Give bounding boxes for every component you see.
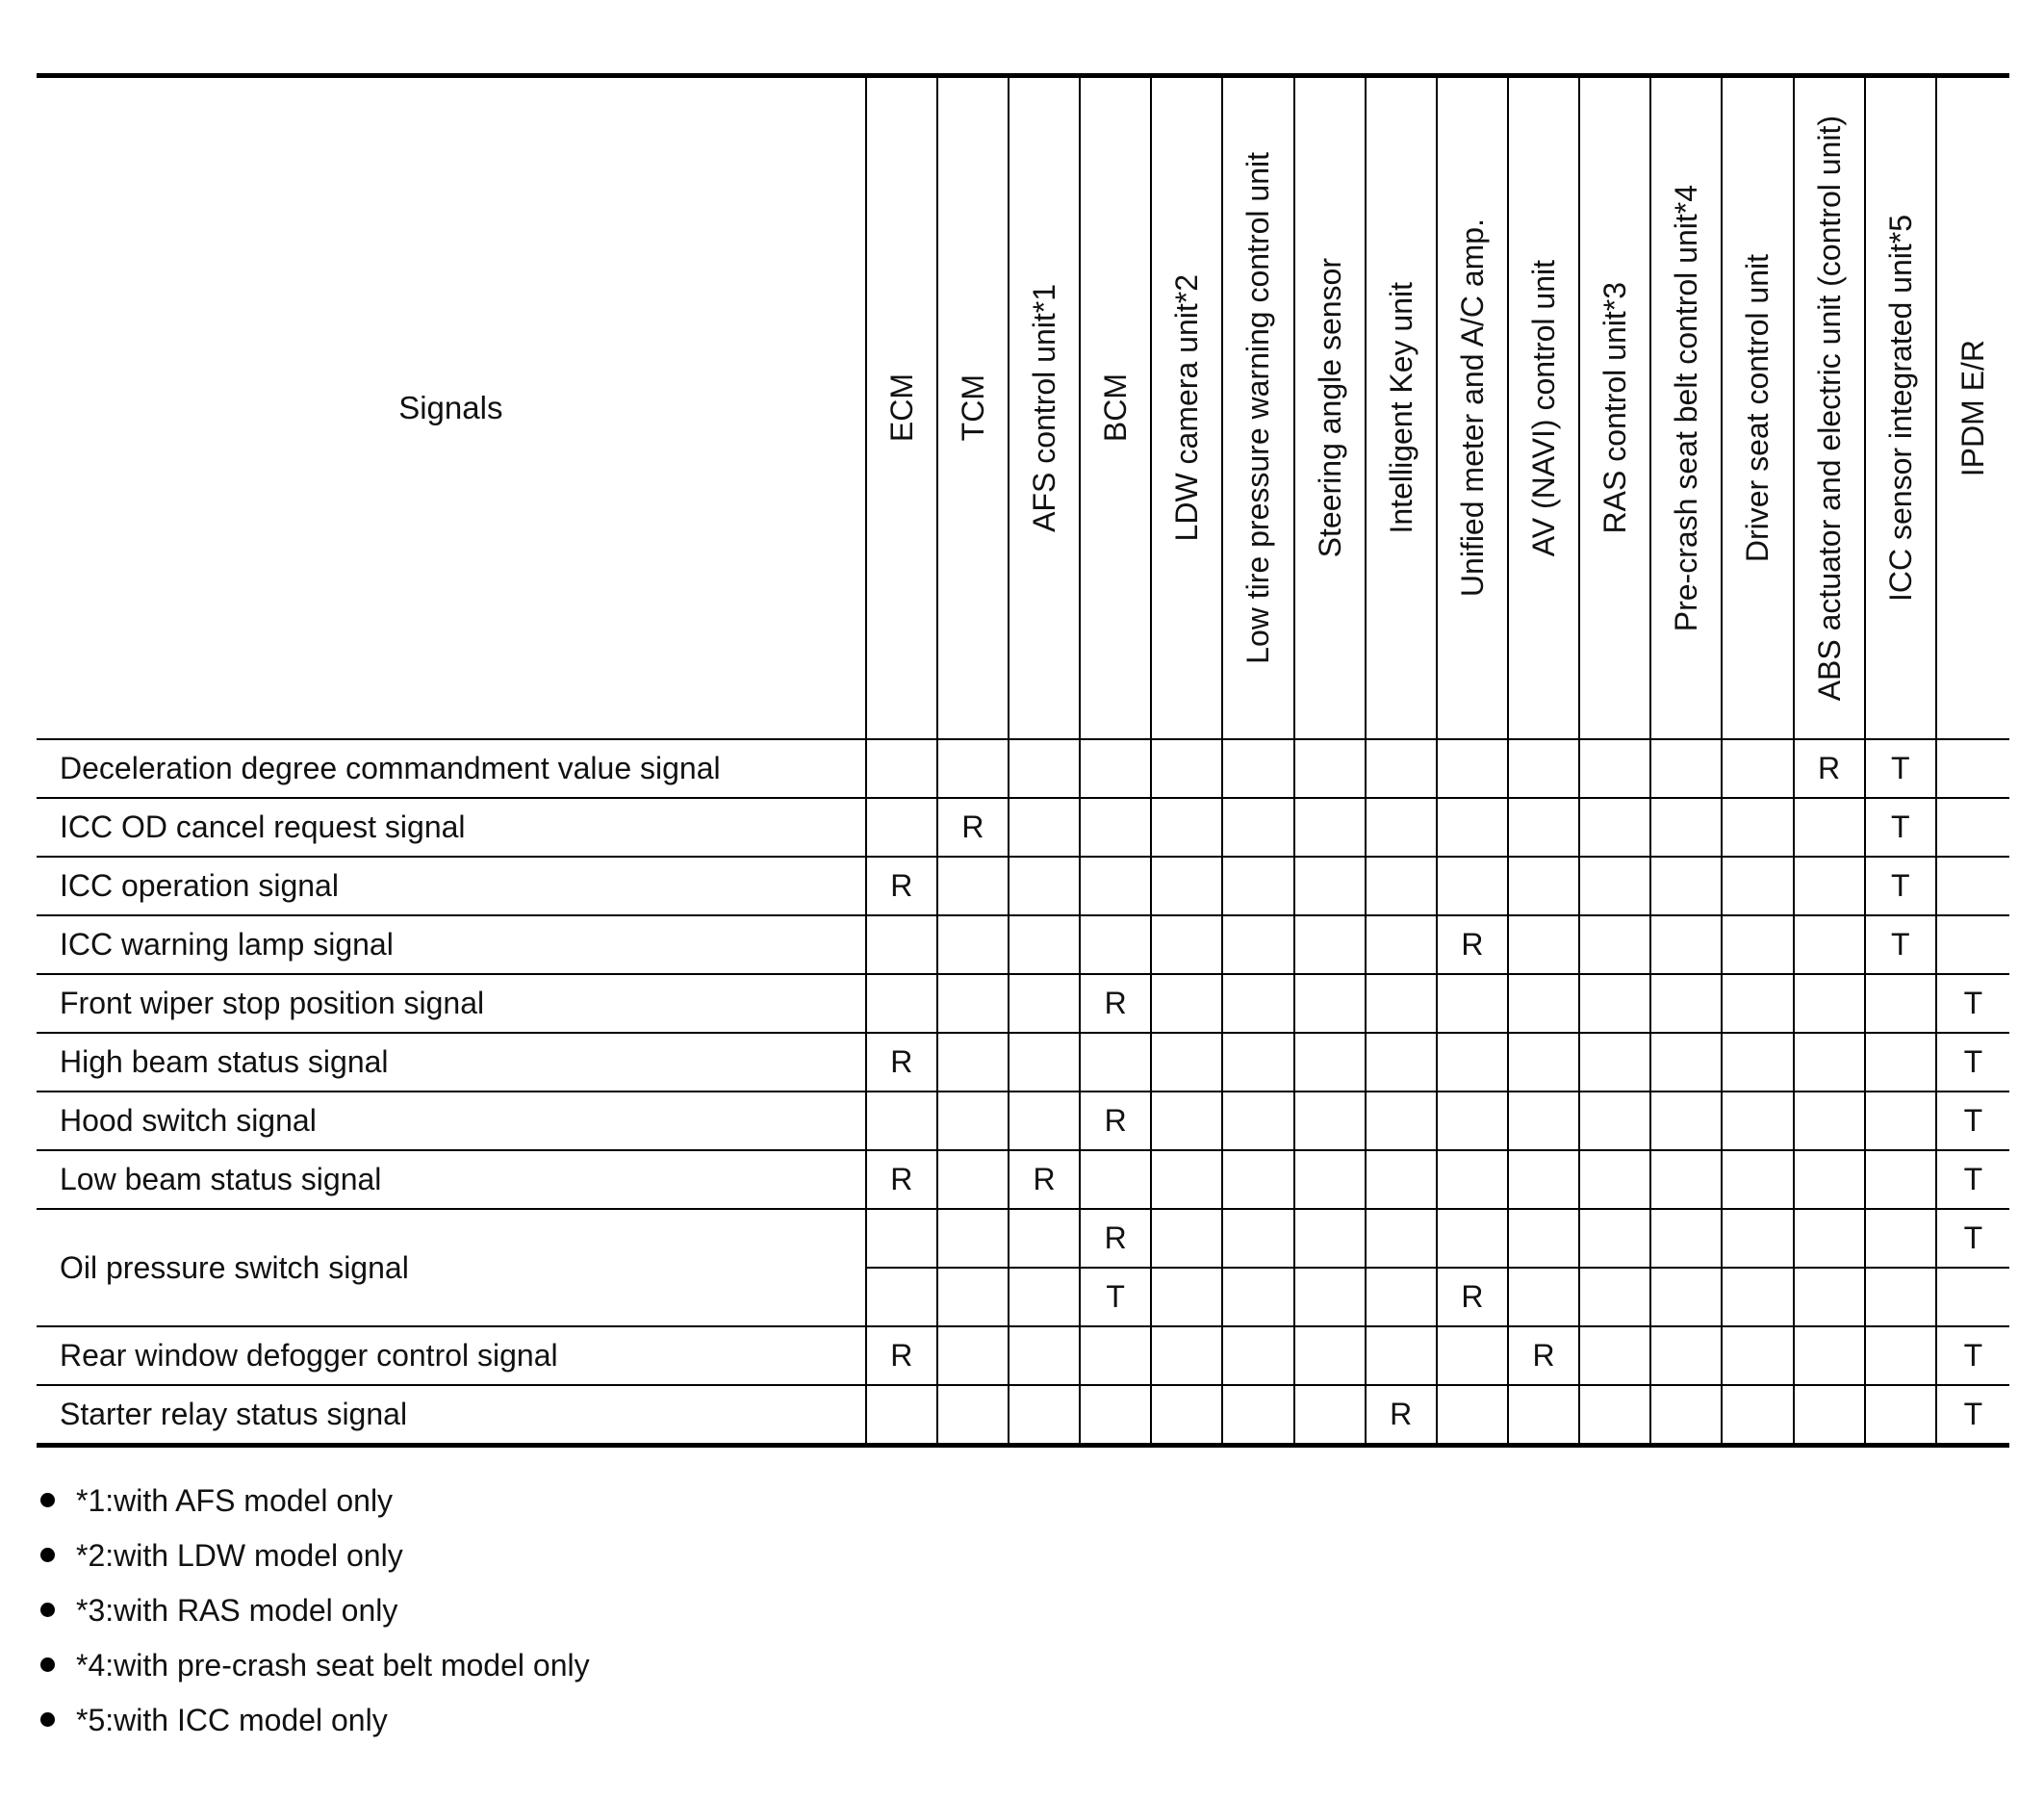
matrix-cell: R	[1437, 915, 1508, 974]
matrix-cell	[1080, 1326, 1151, 1385]
unit-label: ABS actuator and electric unit (control unit)	[1811, 115, 1847, 702]
matrix-cell	[1222, 1033, 1293, 1092]
matrix-cell	[1650, 1092, 1722, 1150]
matrix-cell	[1222, 1092, 1293, 1150]
unit-label: Steering angle sensor	[1312, 258, 1347, 558]
matrix-cell	[1009, 739, 1080, 798]
unit-label: Pre-crash seat belt control unit*4	[1669, 184, 1704, 632]
matrix-cell	[1936, 798, 2009, 857]
matrix-cell	[937, 1385, 1009, 1446]
matrix-cell	[1009, 1033, 1080, 1092]
matrix-cell: R	[866, 857, 937, 915]
matrix-cell: R	[1080, 974, 1151, 1033]
matrix-cell	[1650, 1326, 1722, 1385]
bullet-icon	[40, 1548, 55, 1562]
matrix-cell	[1865, 974, 1936, 1033]
matrix-cell: T	[1936, 1150, 2009, 1209]
matrix-cell	[937, 974, 1009, 1033]
matrix-cell	[1080, 857, 1151, 915]
signal-name-cell: ICC warning lamp signal	[37, 915, 866, 974]
unit-header-driver-seat	[1722, 76, 1793, 740]
matrix-cell	[1579, 857, 1650, 915]
matrix-cell	[1579, 915, 1650, 974]
matrix-cell	[1151, 1150, 1222, 1209]
bullet-icon	[40, 1657, 55, 1672]
matrix-cell	[1650, 1150, 1722, 1209]
matrix-cell	[1722, 1209, 1793, 1268]
matrix-cell	[1151, 1209, 1222, 1268]
matrix-cell	[1151, 974, 1222, 1033]
matrix-cell	[1222, 1326, 1293, 1385]
unit-header-afs	[1009, 76, 1080, 740]
signal-rows	[37, 739, 2009, 1446]
unit-header-low-tire	[1222, 76, 1293, 740]
matrix-cell	[1009, 798, 1080, 857]
table-row	[37, 915, 2009, 974]
matrix-cell	[937, 739, 1009, 798]
matrix-cell	[1294, 739, 1366, 798]
unit-label: ECM	[883, 373, 919, 443]
bullet-icon	[40, 1712, 55, 1727]
matrix-cell	[1508, 1150, 1579, 1209]
matrix-cell	[937, 1033, 1009, 1092]
matrix-cell	[1650, 857, 1722, 915]
matrix-cell	[1579, 1150, 1650, 1209]
matrix-cell: T	[1080, 1268, 1151, 1326]
matrix-cell	[1579, 1092, 1650, 1150]
unit-label: Intelligent Key unit	[1383, 282, 1418, 534]
matrix-cell	[1865, 1209, 1936, 1268]
table-row	[37, 739, 2009, 798]
matrix-cell	[1722, 1033, 1793, 1092]
matrix-cell: R	[866, 1150, 937, 1209]
matrix-cell	[1009, 974, 1080, 1033]
signal-name-cell: Rear window defogger control signal	[37, 1326, 866, 1385]
matrix-cell	[1222, 974, 1293, 1033]
matrix-cell	[1722, 1385, 1793, 1446]
signal-name-cell: Hood switch signal	[37, 1092, 866, 1150]
bullet-icon	[40, 1603, 55, 1617]
matrix-cell	[1222, 1268, 1293, 1326]
matrix-cell: R	[937, 798, 1009, 857]
unit-header-av	[1508, 76, 1579, 740]
matrix-cell	[1508, 1033, 1579, 1092]
matrix-cell	[1437, 1209, 1508, 1268]
matrix-cell	[1865, 1033, 1936, 1092]
matrix-cell: R	[866, 1326, 937, 1385]
matrix-cell: T	[1865, 798, 1936, 857]
matrix-cell	[866, 1385, 937, 1446]
footnote-text: *2:with LDW model only	[76, 1537, 403, 1573]
matrix-cell	[1080, 1033, 1151, 1092]
table-row	[37, 974, 2009, 1033]
signal-name-cell: ICC OD cancel request signal	[37, 798, 866, 857]
signal-name-cell: Low beam status signal	[37, 1150, 866, 1209]
matrix-cell	[1794, 1326, 1865, 1385]
matrix-cell	[1936, 857, 2009, 915]
matrix-cell	[866, 1092, 937, 1150]
matrix-cell	[866, 798, 937, 857]
matrix-cell	[1794, 915, 1865, 974]
matrix-cell	[1366, 857, 1437, 915]
matrix-cell	[1579, 1268, 1650, 1326]
matrix-cell	[1009, 1326, 1080, 1385]
footnote-text: *1:with AFS model only	[76, 1482, 394, 1518]
matrix-cell: R	[1080, 1209, 1151, 1268]
matrix-cell	[1865, 1326, 1936, 1385]
unit-header-meter	[1437, 76, 1508, 740]
matrix-cell: T	[1936, 1326, 2009, 1385]
matrix-cell	[1722, 739, 1793, 798]
matrix-cell: R	[1366, 1385, 1437, 1446]
matrix-cell	[1366, 798, 1437, 857]
matrix-cell	[1936, 1268, 2009, 1326]
matrix-cell	[937, 1209, 1009, 1268]
matrix-cell	[1794, 798, 1865, 857]
matrix-cell	[1294, 1326, 1366, 1385]
table-row	[37, 1092, 2009, 1150]
matrix-cell	[1579, 1033, 1650, 1092]
matrix-cell	[1650, 1385, 1722, 1446]
matrix-cell	[1508, 1092, 1579, 1150]
matrix-cell	[1794, 1150, 1865, 1209]
matrix-cell	[1080, 739, 1151, 798]
footnote-list	[37, 1473, 590, 1747]
matrix-cell	[1151, 1092, 1222, 1150]
matrix-cell	[1080, 915, 1151, 974]
matrix-cell	[1936, 739, 2009, 798]
matrix-cell	[1579, 1326, 1650, 1385]
matrix-cell	[1508, 1209, 1579, 1268]
matrix-cell	[1294, 798, 1366, 857]
matrix-cell	[866, 1209, 937, 1268]
footnote-item	[37, 1473, 590, 1528]
matrix-cell	[1722, 915, 1793, 974]
matrix-cell	[1794, 974, 1865, 1033]
matrix-cell	[1794, 1092, 1865, 1150]
unit-label: ICC sensor integrated unit*5	[1882, 215, 1918, 602]
matrix-cell	[1151, 1385, 1222, 1446]
matrix-cell	[1222, 857, 1293, 915]
unit-label: Unified meter and A/C amp.	[1454, 218, 1490, 598]
matrix-cell	[1294, 1033, 1366, 1092]
matrix-cell	[1294, 1385, 1366, 1446]
unit-header-abs	[1794, 76, 1865, 740]
unit-label: AV (NAVI) control unit	[1526, 259, 1561, 557]
matrix-cell	[866, 974, 937, 1033]
matrix-cell: T	[1936, 1385, 2009, 1446]
matrix-cell: T	[1936, 1092, 2009, 1150]
footnote-item	[37, 1582, 590, 1637]
unit-label: IPDM E/R	[1955, 339, 1991, 477]
matrix-cell	[1151, 1268, 1222, 1326]
matrix-cell	[1366, 1033, 1437, 1092]
matrix-cell: T	[1865, 915, 1936, 974]
matrix-cell	[1722, 1150, 1793, 1209]
matrix-cell	[866, 915, 937, 974]
matrix-cell	[1722, 857, 1793, 915]
matrix-cell	[1151, 857, 1222, 915]
unit-header-bcm	[1080, 76, 1151, 740]
table-row	[37, 1385, 2009, 1446]
matrix-cell: T	[1936, 1209, 2009, 1268]
matrix-cell	[1437, 974, 1508, 1033]
unit-header-pre-crash	[1650, 76, 1722, 740]
matrix-cell	[1579, 798, 1650, 857]
matrix-cell	[1222, 739, 1293, 798]
matrix-cell	[866, 1268, 937, 1326]
unit-header-ldw	[1151, 76, 1222, 740]
matrix-cell	[1009, 1092, 1080, 1150]
matrix-cell	[1009, 857, 1080, 915]
signal-name-cell: Deceleration degree commandment value signal	[37, 739, 866, 798]
matrix-cell	[1294, 1209, 1366, 1268]
matrix-cell	[1865, 1268, 1936, 1326]
matrix-cell	[1794, 857, 1865, 915]
matrix-cell	[1366, 974, 1437, 1033]
matrix-cell: R	[1508, 1326, 1579, 1385]
matrix-cell	[1437, 1326, 1508, 1385]
footnote-text: *5:with ICC model only	[76, 1702, 388, 1737]
matrix-cell	[1508, 974, 1579, 1033]
matrix-cell	[1650, 1268, 1722, 1326]
matrix-cell	[1650, 915, 1722, 974]
unit-header-icc	[1865, 76, 1936, 740]
table-row	[37, 1150, 2009, 1209]
matrix-cell	[1437, 1092, 1508, 1150]
matrix-cell	[1366, 915, 1437, 974]
matrix-cell	[1222, 798, 1293, 857]
matrix-cell: T	[1865, 739, 1936, 798]
matrix-cell	[1437, 857, 1508, 915]
matrix-cell	[1650, 1033, 1722, 1092]
matrix-cell	[1151, 1033, 1222, 1092]
matrix-cell: R	[1080, 1092, 1151, 1150]
matrix-cell	[1009, 1385, 1080, 1446]
header-row	[37, 76, 2009, 740]
matrix-cell	[1722, 1326, 1793, 1385]
unit-label: BCM	[1098, 373, 1134, 443]
matrix-cell	[937, 1326, 1009, 1385]
matrix-cell	[1366, 1326, 1437, 1385]
matrix-cell	[1508, 857, 1579, 915]
matrix-cell	[1579, 974, 1650, 1033]
matrix-cell	[1437, 798, 1508, 857]
matrix-cell	[1080, 1150, 1151, 1209]
matrix-cell	[1009, 915, 1080, 974]
signal-name-cell: Front wiper stop position signal	[37, 974, 866, 1033]
signal-name-cell: Starter relay status signal	[37, 1385, 866, 1446]
matrix-cell	[1794, 1033, 1865, 1092]
unit-label: Low tire pressure warning control unit	[1240, 152, 1276, 664]
matrix-cell	[1579, 1385, 1650, 1446]
matrix-cell	[1366, 1268, 1437, 1326]
matrix-cell	[1794, 1385, 1865, 1446]
signals-column-header: Signals	[37, 76, 866, 740]
matrix-cell	[937, 915, 1009, 974]
matrix-cell	[1080, 798, 1151, 857]
matrix-cell	[1437, 739, 1508, 798]
matrix-cell	[1294, 915, 1366, 974]
matrix-cell	[1009, 1209, 1080, 1268]
matrix-cell	[1579, 1209, 1650, 1268]
matrix-cell	[1294, 857, 1366, 915]
table-row	[37, 1326, 2009, 1385]
footnote-item	[37, 1528, 590, 1582]
unit-label: Driver seat control unit	[1740, 253, 1776, 563]
matrix-cell	[1650, 798, 1722, 857]
matrix-cell	[1650, 974, 1722, 1033]
matrix-cell	[1437, 1033, 1508, 1092]
matrix-cell	[1508, 1385, 1579, 1446]
footnote-item	[37, 1692, 590, 1747]
matrix-cell	[1437, 1150, 1508, 1209]
matrix-cell	[1936, 915, 2009, 974]
matrix-cell	[1865, 1150, 1936, 1209]
table-row	[37, 857, 2009, 915]
matrix-cell	[1366, 1209, 1437, 1268]
unit-label: TCM	[955, 374, 990, 442]
matrix-cell	[1508, 739, 1579, 798]
matrix-cell	[1865, 1092, 1936, 1150]
matrix-cell	[1437, 1385, 1508, 1446]
matrix-cell: R	[1437, 1268, 1508, 1326]
unit-header-intelligent-key	[1366, 76, 1437, 740]
matrix-cell	[1151, 739, 1222, 798]
unit-header-tcm	[937, 76, 1009, 740]
matrix-cell	[937, 1268, 1009, 1326]
unit-header-steering	[1294, 76, 1366, 740]
unit-header-ras	[1579, 76, 1650, 740]
matrix-cell	[1508, 915, 1579, 974]
unit-header-ecm	[866, 76, 937, 740]
matrix-cell	[1650, 1209, 1722, 1268]
matrix-cell	[1650, 739, 1722, 798]
matrix-cell	[1294, 1092, 1366, 1150]
unit-label: AFS control unit*1	[1027, 284, 1062, 532]
signal-matrix-table	[37, 73, 2009, 1448]
matrix-cell: R	[1794, 739, 1865, 798]
matrix-cell	[937, 857, 1009, 915]
matrix-cell	[1222, 1150, 1293, 1209]
matrix-cell	[1294, 974, 1366, 1033]
matrix-cell	[1579, 739, 1650, 798]
matrix-cell: R	[1009, 1150, 1080, 1209]
matrix-cell	[1151, 915, 1222, 974]
table-row	[37, 798, 2009, 857]
unit-header-ipdm	[1936, 76, 2009, 740]
unit-label: LDW camera unit*2	[1169, 274, 1205, 542]
matrix-cell: T	[1936, 1033, 2009, 1092]
matrix-cell	[1222, 1209, 1293, 1268]
matrix-cell	[1722, 1268, 1793, 1326]
signal-name-cell: Oil pressure switch signal	[37, 1209, 866, 1326]
matrix-cell	[1222, 915, 1293, 974]
table-row	[37, 1033, 2009, 1092]
bullet-icon	[40, 1493, 55, 1507]
matrix-cell	[1722, 1092, 1793, 1150]
matrix-cell	[1294, 1150, 1366, 1209]
matrix-cell	[866, 739, 937, 798]
footnote-item	[37, 1637, 590, 1692]
matrix-cell	[1151, 1326, 1222, 1385]
matrix-cell	[1794, 1268, 1865, 1326]
matrix-cell: T	[1865, 857, 1936, 915]
matrix-cell	[1080, 1385, 1151, 1446]
matrix-cell	[937, 1092, 1009, 1150]
signal-name-cell: ICC operation signal	[37, 857, 866, 915]
matrix-cell	[1294, 1268, 1366, 1326]
matrix-cell	[1151, 798, 1222, 857]
matrix-cell	[1222, 1385, 1293, 1446]
matrix-cell: T	[1936, 974, 2009, 1033]
footnote-text: *3:with RAS model only	[76, 1592, 398, 1628]
table-row	[37, 1209, 2009, 1268]
matrix-cell	[1865, 1385, 1936, 1446]
signal-name-cell: High beam status signal	[37, 1033, 866, 1092]
matrix-cell	[1508, 798, 1579, 857]
matrix-cell	[1366, 739, 1437, 798]
matrix-cell	[1794, 1209, 1865, 1268]
matrix-cell	[1366, 1150, 1437, 1209]
unit-label: RAS control unit*3	[1597, 282, 1633, 534]
matrix-cell	[1722, 798, 1793, 857]
matrix-cell	[1722, 974, 1793, 1033]
matrix-cell	[1009, 1268, 1080, 1326]
matrix-cell	[937, 1150, 1009, 1209]
footnote-text: *4:with pre-crash seat belt model only	[76, 1647, 590, 1682]
matrix-cell	[1366, 1092, 1437, 1150]
matrix-cell	[1508, 1268, 1579, 1326]
matrix-cell: R	[866, 1033, 937, 1092]
